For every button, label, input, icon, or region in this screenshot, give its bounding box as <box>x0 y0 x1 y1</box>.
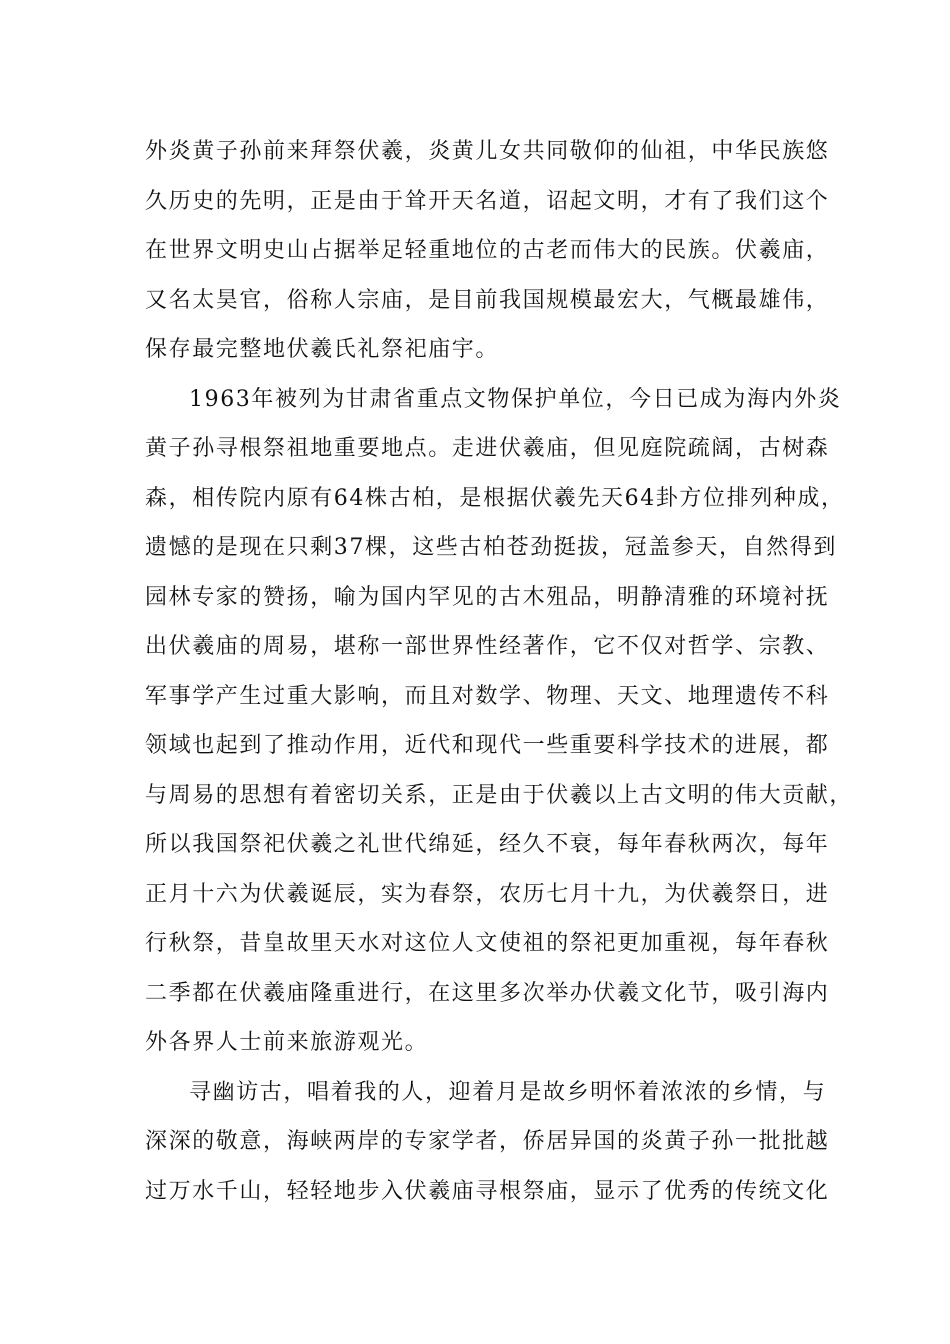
paragraph-2-line: 遗憾的是现在只剩37棵，这些古柏苍劲挺拔，冠盖参天，自然得到 <box>145 535 837 560</box>
paragraph-2-line: 军事学产生过重大影响，而且对数学、物理、天文、地理遗传不科 <box>145 683 830 709</box>
paragraph-2-line: 出伏羲庙的周易，堪称一部世界性经著作，它不仅对哲学、宗教、 <box>145 634 830 659</box>
paragraph-2-line: 正月十六为伏羲诞辰，实为春祭，农历七月十九，为伏羲祭日，进 <box>145 881 830 907</box>
body-text <box>145 127 854 1216</box>
paragraph-2-line: 行秋祭，昔皇故里天水对这位人文使祖的祭祀更加重视，每年春秋 <box>145 931 830 956</box>
paragraph-3-line: 过万水千山，轻轻地步入伏羲庙寻根祭庙，显示了优秀的传统文化 <box>145 1178 830 1204</box>
paragraph-2-line: 所以我国祭祀伏羲之礼世代绵延，经久不衰，每年春秋两次，每年 <box>145 832 830 857</box>
paragraph-2-line: 园林专家的赞扬，喻为国内罕见的古木殂品，明静清雅的环境衬抚 <box>145 584 830 610</box>
paragraph-2-line: 1963年被列为甘肃省重点文物保护单位，今日已成为海内外炎 <box>189 386 842 412</box>
paragraph-1-line: 久历史的先明，正是由于耸开天名道，诏起文明，才有了我们这个 <box>145 188 830 214</box>
paragraph-2-line: 森，相传院内原有64株古柏，是根据伏羲先天64卦方位排列种成， <box>145 485 845 511</box>
paragraph-3-line: 深深的敬意，海峡两岸的专家学者，侨居异国的炎黄子孙一批批越 <box>145 1129 830 1154</box>
paragraph-2-line: 与周易的思想有着密切关系，正是由于伏羲以上古文明的伟大贡献， <box>145 782 854 808</box>
paragraph-2-line: 外各界人士前来旅游观光。 <box>145 1030 429 1055</box>
paragraph-2-line: 黄子孙寻根祭祖地重要地点。走进伏羲庙，但见庭院疏阔，古树森 <box>145 436 830 461</box>
paragraph-1-line: 在世界文明史山占据举足轻重地位的古老而伟大的民族。伏羲庙， <box>145 238 830 263</box>
paragraph-1-line: 保存最完整地伏羲氏礼祭祀庙宇。 <box>145 337 500 362</box>
paragraph-1-line: 又名太昊官，俗称人宗庙，是目前我国规模最宏大，气概最雄伟， <box>145 287 830 313</box>
paragraph-2-line: 二季都在伏羲庙隆重进行，在这里多次举办伏羲文化节，吸引海内 <box>145 980 830 1006</box>
paragraph-3-line: 寻幽访古，唱着我的人，迎着月是故乡明怀着浓浓的乡情，与 <box>189 1079 827 1105</box>
paragraph-2-line: 领域也起到了推动作用，近代和现代一些重要科学技术的进展，都 <box>145 733 830 758</box>
paragraph-1-line: 外炎黄子孙前来拜祭伏羲，炎黄儿女共同敬仰的仙祖，中华民族悠 <box>145 139 830 164</box>
